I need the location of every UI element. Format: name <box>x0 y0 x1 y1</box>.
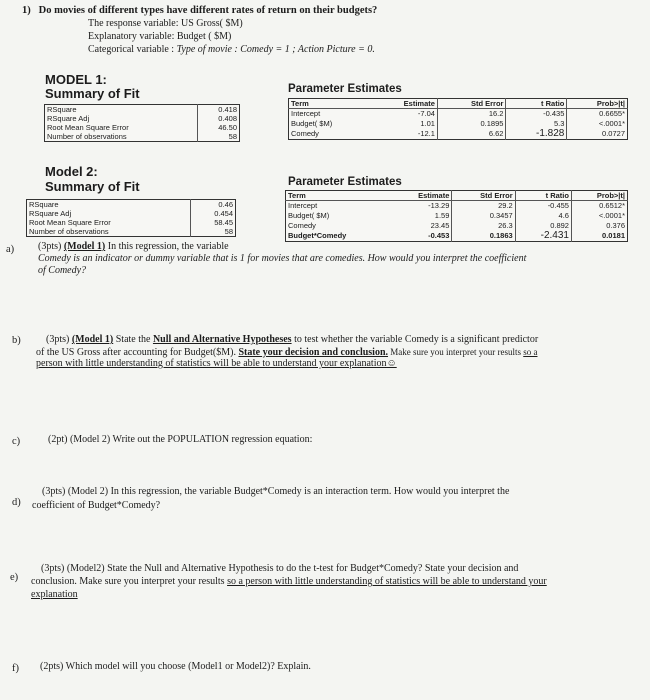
question-b-model: (Model 1) <box>71 334 114 345</box>
fit-label: RSquare Adj <box>47 114 90 123</box>
prob-cell: 0.6512* <box>571 201 627 212</box>
model-2-summary-title: Summary of Fit <box>45 179 140 194</box>
estimate-cell: -12.1 <box>417 129 435 138</box>
table-row <box>27 218 236 227</box>
question-a-pts: (3pts) <box>38 241 62 252</box>
fit-value: 0.408 <box>198 114 240 123</box>
prob-cell: 0.0181 <box>571 231 627 242</box>
std-error-cell: 26.3 <box>452 221 515 231</box>
question-b-text-4: Make sure you interpret your results <box>388 347 524 357</box>
prob-cell: 0.6655* <box>567 109 628 120</box>
fit-label: RSquare Adj <box>29 209 72 218</box>
question-b-label: b) <box>12 335 21 346</box>
std-error-cell: 0.1895 <box>437 119 506 129</box>
prob-cell: 0.376 <box>571 221 627 231</box>
question-d-line2: coefficient of Budget*Comedy? <box>32 500 161 511</box>
column-header: Term <box>286 191 392 201</box>
table-row <box>289 129 628 140</box>
model-1-title: MODEL 1: <box>45 72 107 87</box>
question-b-pts: (3pts) <box>46 334 70 345</box>
categorical-variable <box>88 44 375 55</box>
column-header: Std Error <box>452 191 515 201</box>
std-error-cell: 0.3457 <box>452 211 515 221</box>
table-row <box>286 211 628 221</box>
table-row <box>27 200 236 210</box>
t-ratio-cell: -1.828 <box>506 129 567 140</box>
table-row <box>289 119 628 129</box>
column-header: Std Error <box>437 99 506 109</box>
term-cell: Budget( $M) <box>291 119 333 128</box>
prob-cell: <.0001* <box>571 211 627 221</box>
table-row <box>27 209 236 218</box>
column-header: Prob>|t| <box>567 99 628 109</box>
question-e-line2 <box>31 576 646 588</box>
question-a-line3: of Comedy? <box>38 265 87 276</box>
question-a-label: a) <box>6 244 15 255</box>
table-row <box>45 132 240 142</box>
question-b-line1 <box>46 334 646 346</box>
fit-value: 58.45 <box>191 218 236 227</box>
fit-value: 0.418 <box>198 105 240 115</box>
question-1-heading <box>22 5 377 16</box>
term-cell: Comedy <box>288 221 316 230</box>
table-row <box>45 105 240 115</box>
term-cell: Budget( $M) <box>288 211 330 220</box>
question-b-so-a: so a <box>523 347 538 357</box>
question-a-line2: Comedy is an indicator or dummy variable that is 1 for movies that are comedies. How would you interpret the coefficient <box>38 253 527 264</box>
fit-label: Root Mean Square Error <box>29 218 111 227</box>
term-cell: Comedy <box>291 129 319 138</box>
question-c-label: c) <box>12 436 21 447</box>
question-f-text: (2pts) Which model will you choose (Model1 or Model2)? Explain. <box>40 661 311 672</box>
std-error-cell: 6.62 <box>437 129 506 140</box>
model-1-fit-table <box>44 104 240 142</box>
explanatory-variable: Explanatory variable: Budget ( $M) <box>88 31 232 42</box>
question-c-text: (2pt) (Model 2) Write out the POPULATION regression equation: <box>48 434 313 445</box>
model-1-parameter-table <box>288 98 628 140</box>
std-error-cell: 16.2 <box>437 109 506 120</box>
question-f-label: f) <box>12 663 19 674</box>
response-variable: The response variable: US Gross( $M) <box>88 18 243 29</box>
t-ratio-cell: 0.892 <box>515 221 571 231</box>
question-1-text: Do movies of different types have different rates of return on their budgets? <box>38 5 378 16</box>
model-2-parameter-table <box>285 190 628 242</box>
estimate-cell: 23.45 <box>430 221 450 230</box>
question-a-line1 <box>38 241 328 253</box>
question-d-line1: (3pts) (Model 2) In this regression, the variable Budget*Comedy is an interaction term. How would you interpret the <box>42 486 510 497</box>
prob-cell: 0.0727 <box>567 129 628 140</box>
question-b-line3 <box>36 358 646 370</box>
table-row <box>286 221 628 231</box>
column-header: Estimate <box>372 99 437 109</box>
fit-value: 58 <box>191 227 236 237</box>
question-b-decision: State your decision and conclusion. <box>238 347 389 358</box>
table-row <box>286 201 628 212</box>
t-ratio-cell: -0.455 <box>515 201 571 212</box>
model-1-summary-title: Summary of Fit <box>45 86 140 101</box>
question-b-text-1: State the <box>113 334 153 345</box>
categorical-definition: Type of movie : Comedy = 1 ; Action Picture = 0. <box>176 44 375 55</box>
t-ratio-cell: 5.3 <box>506 119 567 129</box>
t-ratio-cell: -0.435 <box>506 109 567 120</box>
table-row <box>289 109 628 120</box>
estimate-cell: 1.01 <box>420 119 435 128</box>
t-ratio-cell: 4.6 <box>515 211 571 221</box>
question-b-text-3: of the US Gross after accounting for Budget($M). <box>36 347 239 358</box>
categorical-prefix: Categorical variable : <box>88 44 177 55</box>
estimate-cell: -7.04 <box>417 109 435 118</box>
model-2-parameter-estimates-title: Parameter Estimates <box>288 176 402 188</box>
question-number: 1) <box>22 5 31 16</box>
term-cell: Intercept <box>288 201 318 210</box>
question-e-text-2: so a person with little understanding of statistics will be able to understand your <box>227 576 547 587</box>
column-header: Prob>|t| <box>571 191 627 201</box>
estimate-cell: 1.59 <box>434 211 450 220</box>
std-error-cell: 0.1863 <box>452 231 515 242</box>
model-2-fit-table <box>26 199 236 237</box>
question-b-text-2: to test whether the variable Comedy is a significant predictor <box>291 334 539 345</box>
model-1-parameter-estimates-title: Parameter Estimates <box>288 83 402 95</box>
table-header-row <box>289 99 628 109</box>
question-b-hypotheses: Null and Alternative Hypotheses <box>152 334 292 345</box>
fit-value: 46.50 <box>198 123 240 132</box>
column-header: Term <box>289 99 373 109</box>
fit-value: 0.454 <box>191 209 236 218</box>
question-e-label: e) <box>10 572 19 583</box>
question-b-text-5: person with little understanding of statistics will be able to understand your explanation <box>36 358 387 369</box>
estimate-cell: -13.29 <box>428 201 450 210</box>
column-header: Estimate <box>392 191 452 201</box>
column-header: t Ratio <box>506 99 567 109</box>
term-cell: Intercept <box>291 109 321 118</box>
table-row <box>286 231 628 242</box>
fit-value: 58 <box>198 132 240 142</box>
fit-value: 0.46 <box>191 200 236 210</box>
std-error-cell: 29.2 <box>452 201 515 212</box>
estimate-cell: -0.453 <box>428 231 450 240</box>
fit-label: Number of observations <box>29 227 109 236</box>
table-header-row <box>286 191 628 201</box>
question-e-line3: explanation <box>31 589 78 600</box>
fit-label: RSquare <box>29 200 59 209</box>
column-header: t Ratio <box>515 191 571 201</box>
question-a-model: (Model 1) <box>63 241 106 252</box>
model-2-title: Model 2: <box>45 164 98 179</box>
prob-cell: <.0001* <box>567 119 628 129</box>
fit-label: Root Mean Square Error <box>47 123 129 132</box>
t-ratio-cell: -2.431 <box>515 231 571 242</box>
question-e-text-1: conclusion. Make sure you interpret your results <box>31 576 228 587</box>
table-row <box>27 227 236 237</box>
fit-label: RSquare <box>47 105 77 114</box>
table-row <box>45 123 240 132</box>
table-row <box>45 114 240 123</box>
question-e-line1: (3pts) (Model2) State the Null and Alternative Hypothesis to do the t-test for Budget*Comedy? State your decision and <box>41 563 519 574</box>
smiley-icon: ☺ <box>386 358 397 369</box>
question-a-text-1: In this regression, the variable <box>105 241 229 252</box>
term-cell: Budget*Comedy <box>288 231 347 240</box>
question-d-label: d) <box>12 497 21 508</box>
fit-label: Number of observations <box>47 132 127 141</box>
